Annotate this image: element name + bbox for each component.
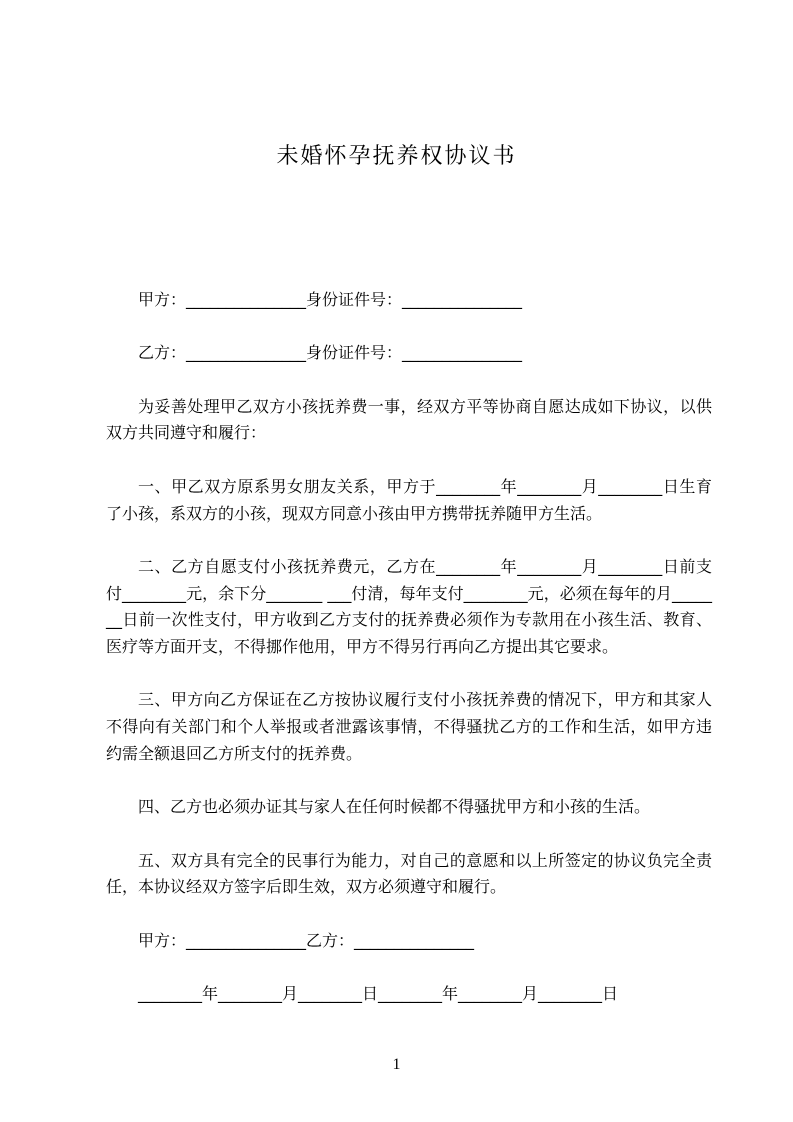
page-number: 1 [392, 1056, 401, 1073]
party-b-info-line: 乙方：_______________身份证件号：_______________ [138, 343, 523, 363]
paragraph-line: 五、双方具有完全的民事行为能力，对自己的意愿和以上所签定的协议负完全责 [138, 850, 712, 870]
paragraph-line: 四、乙方也必须办证其与家人在任何时候都不得骚扰甲方和小孩的生活。 [138, 797, 651, 817]
document-body [106, 287, 712, 1035]
party-a-info [106, 287, 712, 314]
paragraph-line: 付________元，余下分_______ ___付清，每年支付________元，必须在每年的月_____ [106, 583, 712, 603]
paragraph-line: 为妥善处理甲乙双方小孩抚养费一事，经双方平等协商自愿达成如下协议，以供 [138, 396, 712, 416]
paragraph-line: 约需全额退回乙方所支付的抚养费。 [106, 743, 363, 763]
paragraph-line: 二、乙方自愿支付小孩抚养费元，乙方在________年________月________日前支 [138, 556, 712, 576]
paragraph-line: __日前一次性支付，甲方收到乙方支付的抚养费必须作为专款用在小孩生活、教育、 [106, 610, 712, 630]
paragraph-line: 医疗等方面开支，不得挪作他用，甲方不得另行再向乙方提出其它要求。 [106, 637, 619, 657]
paragraph-line: 一、甲乙双方原系男女朋友关系，甲方于________年________月________日生育 [138, 476, 712, 496]
party-a-info-line: 甲方：_______________身份证件号：_______________ [138, 290, 523, 309]
preamble-paragraph [106, 394, 712, 447]
signature-line: 甲方：_______________乙方：_______________ [138, 930, 475, 950]
paragraph-line: 双方共同遵守和履行： [106, 423, 267, 443]
signature-date-line: ________年________月________日________年________月________日 [138, 984, 619, 1004]
paragraph-line: 三、甲方向乙方保证在乙方按协议履行支付小孩抚养费的情况下，甲方和其家人 [138, 690, 712, 710]
clause-5 [106, 848, 712, 901]
party-b-info [106, 340, 712, 367]
paragraph-line: 不得向有关部门和个人举报或者泄露该事情，不得骚扰乙方的工作和生活，如甲方违 [106, 717, 712, 737]
document-title: 未婚怀孕抚养权协议书 [276, 144, 517, 169]
signature-block [106, 928, 712, 955]
clause-2 [106, 554, 712, 661]
paragraph-line: 任，本协议经双方签字后即生效，双方必须遵守和履行。 [106, 877, 507, 897]
date-block [106, 981, 712, 1008]
clause-1 [106, 474, 712, 527]
clause-3 [106, 687, 712, 767]
paragraph-line: 了小孩，系双方的小孩，现双方同意小孩由甲方携带抚养随甲方生活。 [106, 503, 603, 523]
clause-4 [106, 794, 712, 821]
